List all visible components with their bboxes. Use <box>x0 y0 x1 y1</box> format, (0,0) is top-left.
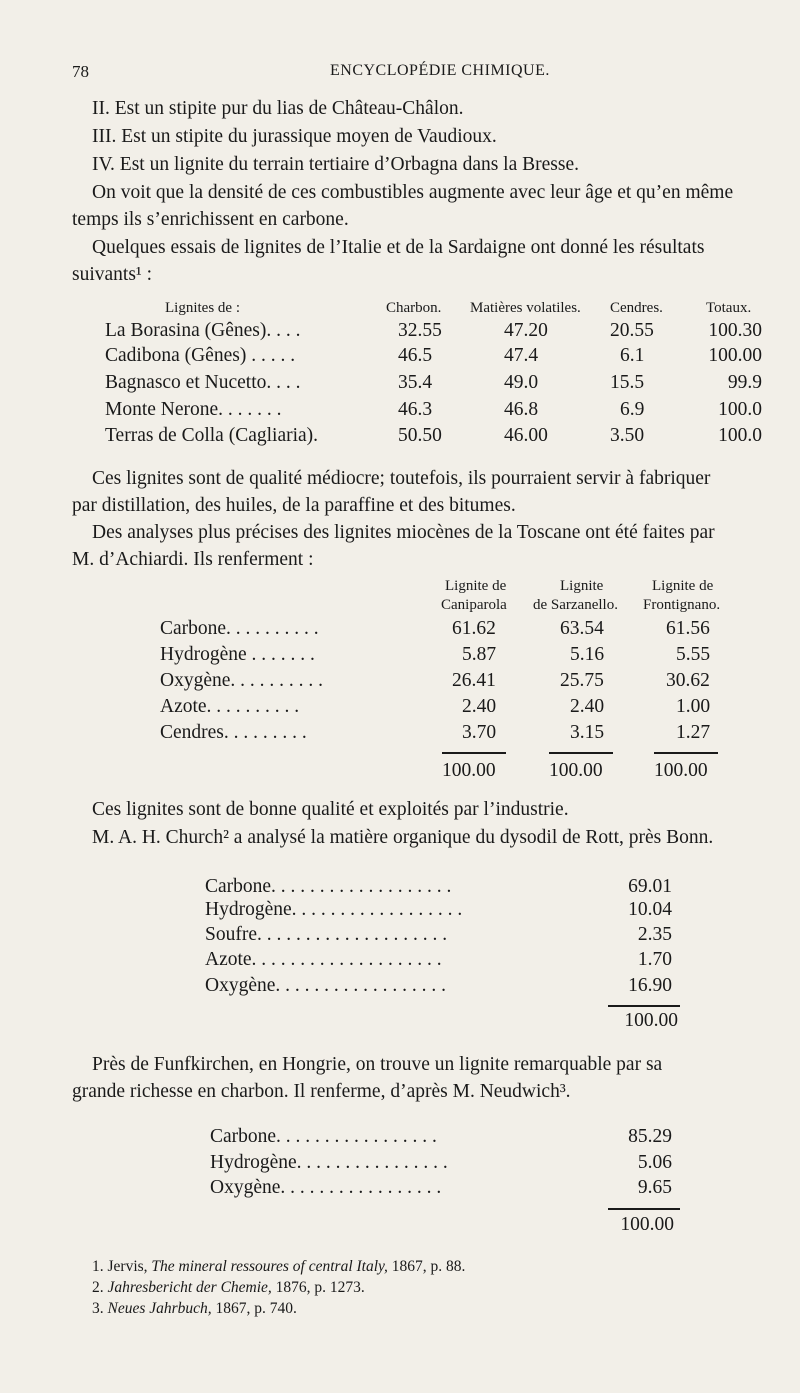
cell: 2.40 <box>462 696 497 717</box>
cell: 46.00 <box>504 425 548 446</box>
row-label: Hydrogène. . . . . . . . . . . . . . . . . . <box>205 899 463 920</box>
total-cell: 100.00 <box>654 760 708 781</box>
cell: 5.87 <box>462 644 497 665</box>
cell: 16.90 <box>628 975 672 996</box>
table-header: Matières volatiles. <box>470 300 581 316</box>
row-label: Soufre. . . . . . . . . . . . . . . . . . . . <box>205 924 448 945</box>
row-label: Azote. . . . . . . . . . . . . . . . . . . . <box>205 949 442 970</box>
row-label: Oxygène. . . . . . . . . . . . . . . . . <box>210 1177 442 1198</box>
total-cell: 100.00 <box>620 1214 674 1235</box>
row-label: Bagnasco et Nucetto. . . . <box>105 372 301 393</box>
cell: 6.1 <box>620 345 645 366</box>
cell: 63.54 <box>560 618 604 639</box>
row-label: Azote. . . . . . . . . . <box>160 696 300 717</box>
row-label: La Borasina (Gênes). . . . <box>105 320 301 341</box>
cell: 2.40 <box>570 696 605 717</box>
cell: 100.0 <box>718 425 762 446</box>
text-line: Ces lignites sont de bonne qualité et exploités par l’industrie. <box>92 799 569 820</box>
table-header: Lignites de : <box>165 300 240 316</box>
text-line: suivants¹ : <box>72 264 153 285</box>
cell: 15.5 <box>610 372 645 393</box>
text-line: On voit que la densité de ces combustibles augmente avec leur âge et qu’en même <box>92 182 734 203</box>
text-line: M. A. H. Church² a analysé la matière organique du dysodil de Rott, près Bonn. <box>92 827 714 848</box>
cell: 61.56 <box>666 618 710 639</box>
row-label: Oxygène. . . . . . . . . . <box>160 670 324 691</box>
text-line: grande richesse en charbon. Il renferme, d’après M. Neudwich³. <box>72 1081 571 1102</box>
footnote-title: The mineral ressoures of central Italy, <box>151 1258 388 1275</box>
column-header: de Sarzanello. <box>533 597 618 613</box>
footnote-ref: 1867, p. 740. <box>211 1300 297 1317</box>
cell: 26.41 <box>452 670 496 691</box>
column-header: Lignite <box>560 578 604 594</box>
text-line: Ces lignites sont de qualité médiocre; toutefois, ils pourraient servir à fabriquer <box>92 468 711 489</box>
cell: 10.04 <box>628 899 672 920</box>
cell: 2.35 <box>637 924 672 945</box>
cell: 9.65 <box>637 1177 672 1198</box>
cell: 3.50 <box>610 425 645 446</box>
footnote-author: Jervis, <box>107 1258 152 1275</box>
cell: 20.55 <box>610 320 654 341</box>
table-header: Totaux. <box>706 300 752 316</box>
footnote <box>92 1300 297 1318</box>
cell: 3.70 <box>462 722 497 743</box>
cell: 1.27 <box>676 722 711 743</box>
row-label: Carbone. . . . . . . . . . . . . . . . . <box>210 1126 437 1147</box>
row-label: Hydrogène . . . . . . . <box>160 644 315 665</box>
text-line: Près de Funfkirchen, en Hongrie, on trouve un lignite remarquable par sa <box>92 1054 663 1075</box>
cell: 1.70 <box>637 949 672 970</box>
footnote-ref: 1867, p. 88. <box>387 1258 466 1275</box>
text-line: temps ils s’enrichissent en carbone. <box>72 209 349 230</box>
row-label: Oxygène. . . . . . . . . . . . . . . . . . <box>205 975 447 996</box>
row-label: Carbone. . . . . . . . . . <box>160 618 319 639</box>
text-line: III. Est un stipite du jurassique moyen de Vaudioux. <box>92 126 497 147</box>
row-label: Monte Nerone. . . . . . . <box>105 399 282 420</box>
cell: 47.4 <box>504 345 539 366</box>
cell: 30.62 <box>666 670 710 691</box>
table-header: Cendres. <box>610 300 663 316</box>
row-label: Cendres. . . . . . . . . <box>160 722 307 743</box>
cell: 46.5 <box>398 345 433 366</box>
footnote <box>92 1258 465 1276</box>
cell: 3.15 <box>570 722 605 743</box>
row-label: Hydrogène. . . . . . . . . . . . . . . . <box>210 1152 448 1173</box>
cell: 5.16 <box>570 644 605 665</box>
text-line: II. Est un stipite pur du lias de Château-Châlon. <box>92 98 464 119</box>
cell: 5.55 <box>676 644 711 665</box>
column-header: Lignite de <box>445 578 507 594</box>
sum-rule <box>549 752 613 754</box>
cell: 85.29 <box>628 1126 672 1147</box>
cell: 46.3 <box>398 399 433 420</box>
footnote-number: 1. <box>92 1258 104 1275</box>
running-header: ENCYCLOPÉDIE CHIMIQUE. <box>330 62 550 79</box>
text-line: Des analyses plus précises des lignites miocènes de la Toscane ont été faites par <box>92 522 715 543</box>
column-header: Caniparola <box>441 597 507 613</box>
sum-rule <box>608 1208 680 1210</box>
cell: 32.55 <box>398 320 442 341</box>
footnote-title: Jahresbericht der Chemie, <box>107 1279 272 1296</box>
cell: 99.9 <box>727 372 762 393</box>
cell: 35.4 <box>398 372 433 393</box>
cell: 46.8 <box>504 399 539 420</box>
page-number: 78 <box>72 62 89 81</box>
text-line: IV. Est un lignite du terrain tertiaire d’Orbagna dans la Bresse. <box>92 154 579 175</box>
footnote-ref: 1876, p. 1273. <box>271 1279 365 1296</box>
footnote-number: 2. <box>92 1279 104 1296</box>
text-line: par distillation, des huiles, de la paraffine et des bitumes. <box>72 495 516 516</box>
row-label: Cadibona (Gênes) . . . . . <box>105 345 296 366</box>
text-line: M. d’Achiardi. Ils renferment : <box>72 549 314 570</box>
cell: 1.00 <box>676 696 711 717</box>
footnote <box>92 1279 365 1297</box>
cell: 6.9 <box>620 399 645 420</box>
cell: 49.0 <box>504 372 539 393</box>
cell: 100.30 <box>708 320 762 341</box>
footnote-number: 3. <box>92 1300 104 1317</box>
total-cell: 100.00 <box>549 760 603 781</box>
total-cell: 100.00 <box>624 1010 678 1031</box>
column-header: Lignite de <box>652 578 714 594</box>
cell: 61.62 <box>452 618 496 639</box>
footnote-title: Neues Jahrbuch, <box>107 1300 212 1317</box>
row-label: Terras de Colla (Cagliaria). <box>105 425 319 446</box>
sum-rule <box>608 1005 680 1007</box>
cell: 47.20 <box>504 320 548 341</box>
cell: 25.75 <box>560 670 604 691</box>
cell: 5.06 <box>637 1152 672 1173</box>
cell: 100.0 <box>718 399 762 420</box>
cell: 50.50 <box>398 425 442 446</box>
text-line: Quelques essais de lignites de l’Italie et de la Sardaigne ont donné les résultats <box>92 237 705 258</box>
column-header: Frontignano. <box>643 597 721 613</box>
total-cell: 100.00 <box>442 760 496 781</box>
row-label: Carbone. . . . . . . . . . . . . . . . . . . <box>205 876 452 897</box>
cell: 100.00 <box>708 345 762 366</box>
sum-rule <box>654 752 718 754</box>
cell: 69.01 <box>628 876 672 897</box>
table-header: Charbon. <box>386 300 442 316</box>
sum-rule <box>442 752 506 754</box>
